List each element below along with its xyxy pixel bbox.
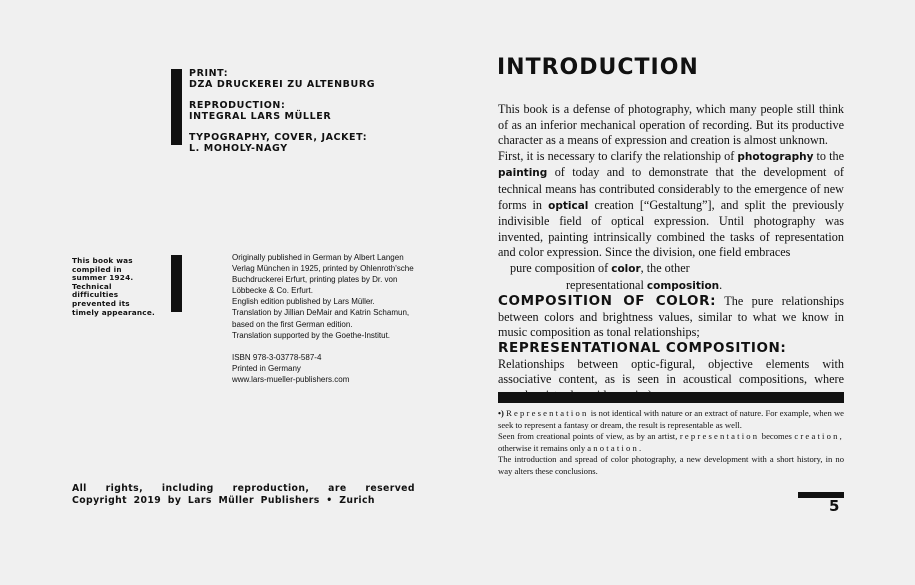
pub-line: Löbbecke & Co. Erfurt. bbox=[232, 286, 313, 296]
section-heading: REPRESENTATIONAL COMPOSITION: bbox=[498, 339, 787, 356]
pub-line: Translation supported by the Goethe-Institut. bbox=[232, 330, 391, 340]
pub-line: Translation by Jillian DeMair and Katrin Schamun, bbox=[232, 308, 410, 318]
paragraph: REPRESENTATIONAL COMPOSITION: Relationships between optic-figural, objective elements with associative content, as is seen in acoustical compositions, where bbox=[498, 339, 844, 387]
rights-word: rights, bbox=[105, 483, 144, 494]
imprint-bar bbox=[171, 69, 182, 145]
imprint-block bbox=[189, 68, 419, 164]
compiled-note: This book was compiled in summer 1924. Technical difficulties prevented its timely appearance. bbox=[72, 256, 155, 317]
typography-credit: TYPOGRAPHY, COVER, JACKET: L. MOHOLY-NAGY bbox=[189, 132, 368, 154]
rights-word: All bbox=[72, 483, 87, 494]
isbn: ISBN 978-3-03778-587-4 bbox=[232, 352, 322, 362]
section-heading: COMPOSITION OF COLOR: bbox=[498, 293, 717, 310]
rights-word: including bbox=[161, 483, 214, 494]
paragraph: representational composition. bbox=[566, 277, 723, 292]
pub-line: based on the first German edition. bbox=[232, 319, 353, 329]
body-text bbox=[498, 102, 844, 403]
publication-bar bbox=[171, 255, 182, 312]
paragraph: First, it is necessary to clarify the relationship of photography to the painting of today and to demonstrate that the development of technical means has contributed considerably to the emergence of new forms in optical creation [“Gestaltung”], and split the previously indivisible field of optical expression. Until photography was invented, painting intrinsically combined the tasks of representation and color expression. Since the division, one field embraces bbox=[498, 148, 844, 260]
rights-word: are bbox=[328, 483, 347, 494]
pub-line: Verlag München in 1925, printed by Ohlenroth'sche bbox=[232, 264, 414, 274]
copyright-line: Copyright 2019 by Lars Müller Publishers • Zurich bbox=[72, 494, 375, 506]
rights-word: reproduction, bbox=[232, 483, 310, 494]
publication-info bbox=[232, 252, 447, 385]
pub-line: Buchdruckerei Erfurt, printing plates by Dr. von bbox=[232, 275, 398, 285]
paragraph: pure composition of color, the other bbox=[510, 260, 690, 275]
rights-notice bbox=[72, 483, 415, 506]
keyword: color bbox=[611, 262, 641, 275]
reproduction-credit: REPRODUCTION: INTEGRAL LARS MÜLLER bbox=[189, 100, 332, 122]
print-credit: PRINT: DZA DRUCKEREI ZU ALTENBURG bbox=[189, 68, 376, 90]
keyword: optical bbox=[548, 199, 589, 212]
footnote-divider bbox=[498, 392, 844, 403]
publisher-url: www.lars-mueller-publishers.com bbox=[232, 374, 350, 384]
footnote: •) Representation is not identical with nature or an extract of nature. For example, when we seek to represent a fantasy or dream, the result is representable as well. Seen from creational points of view, as by an artist, representation becomes creation, otherwise it remains only a notation. The introduction and spread of color photography, a new development with a short history, in no way alters these conclusions. bbox=[498, 408, 844, 476]
page-title: INTRODUCTION bbox=[497, 55, 699, 80]
page-number: 5 bbox=[829, 497, 840, 515]
pub-line: Originally published in German by Albert Langen bbox=[232, 253, 404, 262]
paragraph: This book is a defense of photography, which many people still think of as an inferior mechanical operation of recording. But its productive character as a means of expression and creation is almost unknown. bbox=[498, 102, 844, 148]
keyword: photography bbox=[737, 150, 814, 163]
footnote-marker: •) bbox=[498, 408, 504, 418]
paragraph: COMPOSITION OF COLOR: The pure relationships between colors and brightness values, similar to what we know in music composition as tonal relationships; bbox=[498, 293, 844, 340]
keyword: painting bbox=[498, 167, 548, 180]
rights-word: reserved bbox=[365, 483, 415, 494]
printed-in: Printed in Germany bbox=[232, 363, 301, 373]
keyword: composition bbox=[646, 279, 720, 292]
pub-line: English edition published by Lars Müller. bbox=[232, 297, 375, 307]
